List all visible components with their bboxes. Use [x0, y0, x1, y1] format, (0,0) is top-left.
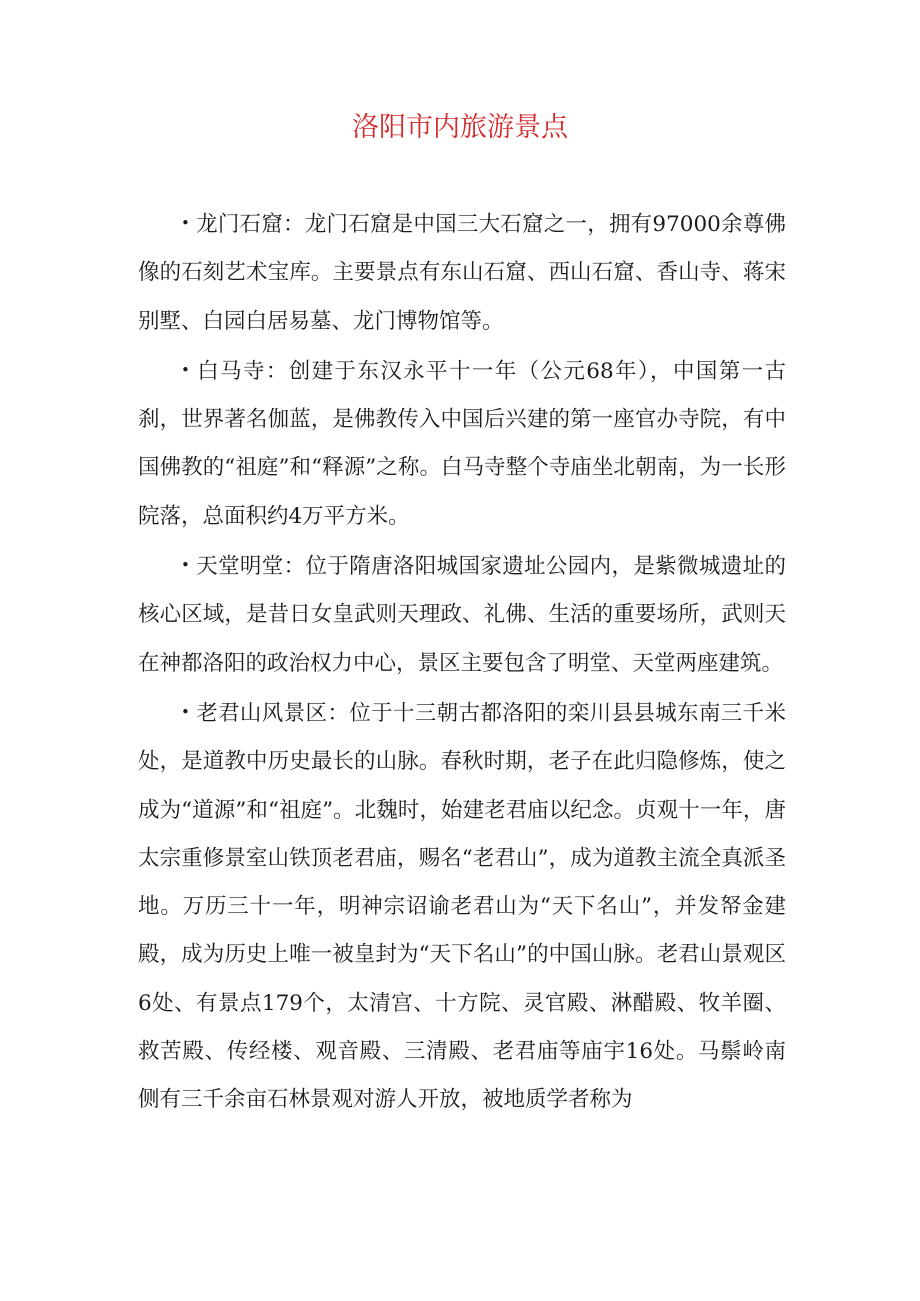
- bullet-icon: •: [181, 360, 190, 379]
- paragraph-longmen-grottoes: [138, 199, 786, 346]
- paragraph-text: 白马寺：创建于东汉永平十一年（公元68年），中国第一古刹，世界著名伽蓝，是佛教传入中国后兴建的第一座官办寺院，有中国佛教的“祖庭”和“释源”之称。白马寺整个寺庙坐北朝南，为一长形院落，总面积约4万平方米。: [138, 358, 786, 529]
- paragraph-text: 天堂明堂：位于隋唐洛阳城国家遗址公园内，是紫微城遗址的核心区域，是昔日女皇武则天理政、礼佛、生活的重要场所，武则天在神都洛阳的政治权力中心，景区主要包含了明堂、天堂两座建筑。: [138, 554, 786, 676]
- paragraph-white-horse-temple: [138, 346, 786, 541]
- paragraph-text: 龙门石窟：龙门石窟是中国三大石窟之一，拥有97000余尊佛像的石刻艺术宝库。主要景点有东山石窟、西山石窟、香山寺、蒋宋别墅、白园白居易墓、龙门博物馆等。: [138, 212, 786, 334]
- document-body: [138, 199, 786, 1125]
- bullet-icon: •: [181, 214, 190, 232]
- page-title: 洛阳市内旅游景点: [352, 112, 568, 143]
- paragraph-laojun-mountain: [138, 688, 786, 1125]
- paragraph-tiantang-mingtang: [138, 541, 786, 688]
- paragraph-text: 老君山风景区：位于十三朝古都洛阳的栾川县县城东南三千米处，是道教中历史最长的山脉。春秋时期，老子在此归隐修炼，使之成为“道源”和“祖庭”。北魏时，始建老君庙以纪念。贞观十一年，唐太宗重修景室山铁顶老君庙，赐名“老君山”，成为道教主流全真派圣地。万历三十一年，明神宗诏谕老君山为“天下名山”，并发帑金建殿，成为历史上唯一被皇封为“天下名山”的中国山脉。老君山景观区6处、有景点179个，太清宫、十方院、灵官殿、淋醋殿、牧羊圈、救苦殿、传经楼、观音殿、三清殿、老君庙等庙宇16处。马鬃岭南侧有三千余亩石林景观对游人开放，被地质学者称为: [138, 700, 786, 1113]
- bullet-icon: •: [181, 702, 190, 721]
- bullet-icon: •: [181, 556, 190, 575]
